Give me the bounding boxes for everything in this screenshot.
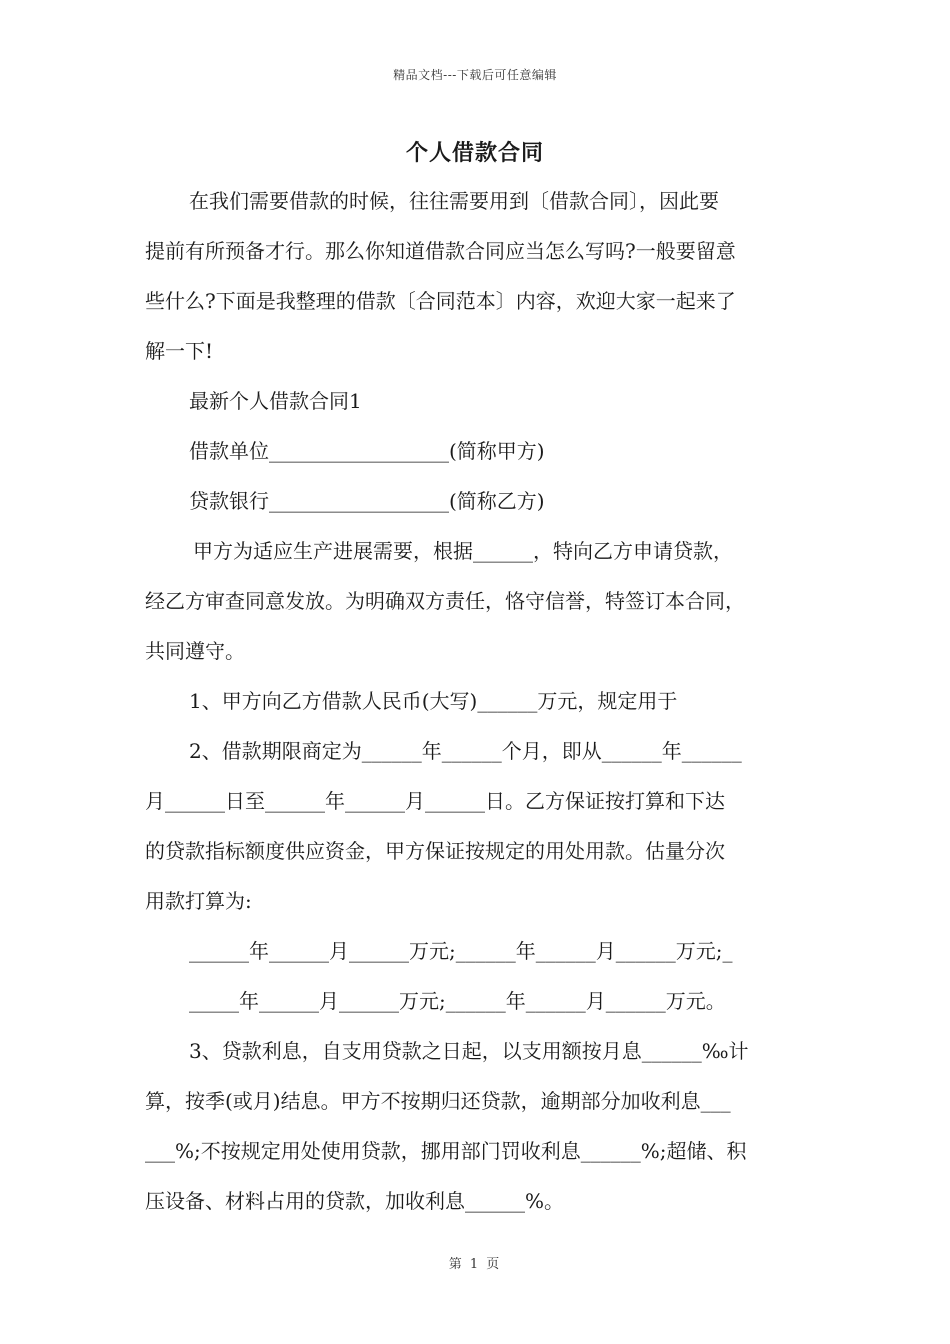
clause-line: ___%;不按规定用处使用贷款，挪用部门罚收利息______%;超储、积 bbox=[145, 1139, 747, 1163]
clause-line: 用款打算为: bbox=[145, 889, 252, 913]
document-body bbox=[145, 176, 810, 1226]
paragraph-line: 甲方为适应生产进展需要，根据______，特向乙方申请贷款， bbox=[193, 539, 733, 563]
clause-line: 的贷款指标额度供应资金，甲方保证按规定的用处用款。估量分次 bbox=[145, 839, 725, 863]
page-number: 第 1 页 bbox=[448, 1257, 502, 1272]
paragraph-line: 共同遵守。 bbox=[145, 639, 245, 663]
clause-line: 2、借款期限商定为______年______个月，即从______年______ bbox=[189, 739, 742, 763]
clause-line: 3、贷款利息，自支用贷款之日起，以支用额按月息______‰计 bbox=[189, 1039, 749, 1063]
clause-line: 压设备、材料占用的贷款，加收利息______%。 bbox=[145, 1189, 565, 1213]
paragraph-line: 些什么?下面是我整理的借款〔合同范本〕内容，欢迎大家一起来了 bbox=[145, 289, 736, 313]
clause-line: 算，按季(或月)结息。甲方不按期归还贷款，逾期部分加收利息___ bbox=[145, 1089, 731, 1113]
document-title: 个人借款合同 bbox=[405, 140, 544, 166]
paragraph-line: 经乙方审查同意发放。为明确双方责任，恪守信誉，特签订本合同， bbox=[145, 589, 745, 613]
clause-line: 月______日至______年______月______日。乙方保证按打算和下达 bbox=[145, 789, 725, 813]
clause-line: 1、甲方向乙方借款人民币(大写)______万元，规定用于 bbox=[189, 689, 678, 713]
paragraph-line: 提前有所预备才行。那么你知道借款合同应当怎么写吗?一般要留意 bbox=[145, 239, 736, 263]
lender-line: 贷款银行__________________(简称乙方) bbox=[189, 489, 545, 513]
page-header: 精品文档---下载后可任意编辑 bbox=[393, 68, 557, 82]
section-heading: 最新个人借款合同1 bbox=[189, 389, 362, 413]
paragraph-line: 在我们需要借款的时候，往往需要用到〔借款合同〕，因此要 bbox=[189, 189, 719, 213]
paragraph-line: 解一下! bbox=[145, 339, 214, 363]
borrower-line: 借款单位__________________(简称甲方) bbox=[189, 439, 545, 463]
schedule-line: ______年______月______万元;______年______月______万元;_ bbox=[189, 939, 733, 963]
schedule-line: _____年______月______万元;______年______月______万元。 bbox=[189, 989, 726, 1013]
